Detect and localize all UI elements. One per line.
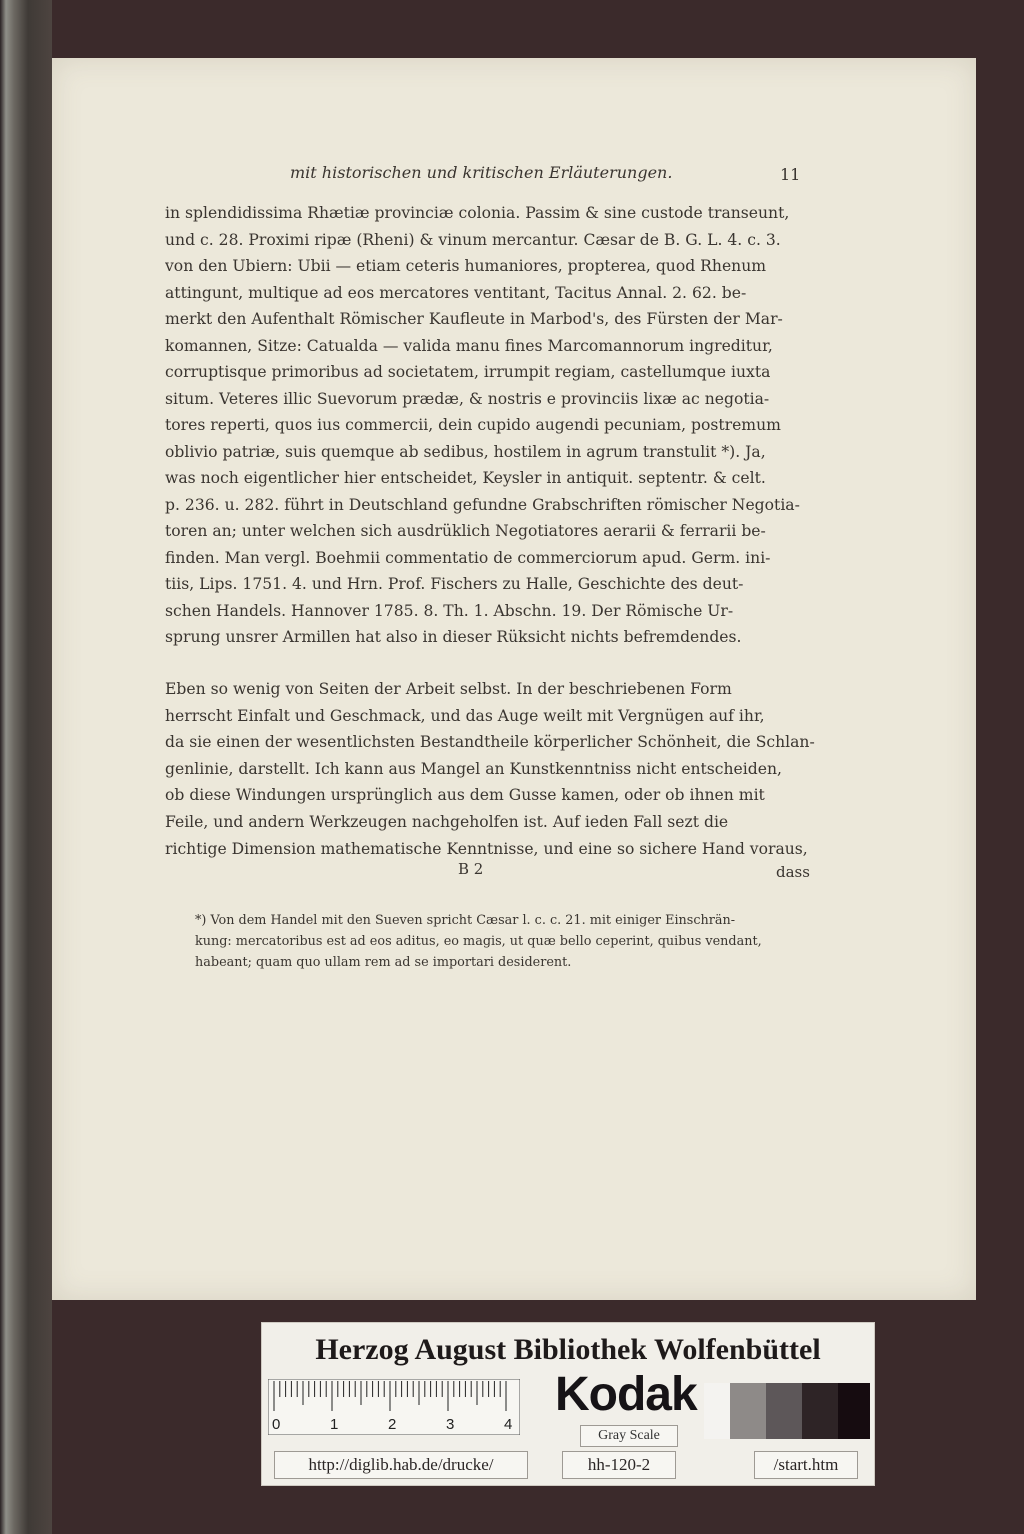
- text-line: kung: mercatoribus est ad eos aditus, eo magis, ut quæ bello ceperint, quibus vendant,: [195, 934, 762, 949]
- text-line: da sie einen der wesentlichsten Bestandtheile körperlicher Schönheit, die Schlan-: [165, 733, 815, 752]
- gray-swatch: [802, 1383, 838, 1439]
- gray-scale-swatches: [704, 1383, 870, 1439]
- ruler-scale: [268, 1379, 520, 1435]
- ruler-number: 4: [504, 1416, 513, 1433]
- text-line: richtige Dimension mathematische Kenntnisse, und eine so sichere Hand voraus,: [165, 839, 808, 858]
- ruler-number: 3: [446, 1416, 455, 1433]
- text-line: was noch eigentlicher hier entscheidet, Keysler in antiquit. septentr. & celt.: [165, 469, 766, 487]
- text-line: schen Handels. Hannover 1785. 8. Th. 1. Abschn. 19. Der Römische Ur-: [165, 601, 734, 620]
- page-number: 11: [780, 165, 801, 184]
- gray-swatch: [838, 1383, 870, 1439]
- ruler-number: 2: [388, 1416, 397, 1433]
- ruler-number: 1: [330, 1416, 339, 1433]
- text-line: finden. Man vergl. Boehmii commentatio de commerciorum apud. Germ. ini-: [165, 548, 771, 567]
- text-line: Feile, und andern Werkzeugen nachgeholfen ist. Auf ieden Fall sezt die: [165, 812, 729, 831]
- text-line: genlinie, darstellt. Ich kann aus Mangel an Kunstkenntniss nicht entscheiden,: [165, 759, 782, 778]
- text-line: ob diese Windungen ursprünglich aus dem Gusse kamen, oder ob ihnen mit: [165, 786, 765, 805]
- text-line: habeant; quam quo ullam rem ad se importari desiderent.: [195, 955, 572, 970]
- text-line: von den Ubiern: Ubii — etiam ceteris humaniores, propterea, quod Rhenum: [165, 257, 767, 275]
- text-line: sprung unsrer Armillen hat also in dieser Rüksicht nichts befremdendes.: [165, 628, 742, 646]
- library-title: Herzog August Bibliothek Wolfenbüttel: [315, 1333, 821, 1366]
- gray-swatch: [730, 1383, 766, 1439]
- signature-mark: B 2: [458, 860, 484, 878]
- text-line: herrscht Einfalt und Geschmack, und das Auge weilt mit Vergnügen auf ihr,: [165, 706, 765, 725]
- gray-scale-label: Gray Scale: [580, 1425, 678, 1447]
- paragraph-2: [165, 676, 815, 862]
- shelfmark-box: hh-120-2: [562, 1451, 676, 1479]
- gray-swatch: [704, 1383, 730, 1439]
- text-line: merkt den Aufenthalt Römischer Kaufleute in Marbod's, des Fürsten der Mar-: [165, 310, 783, 328]
- url-box[interactable]: http://diglib.hab.de/drucke/: [274, 1451, 528, 1479]
- text-line: komannen, Sitze: Catualda — valida manu fines Marcomannorum ingreditur,: [165, 336, 773, 355]
- text-line: *) Von dem Handel mit den Sueven spricht Cæsar l. c. c. 21. mit einiger Einschrän-: [195, 913, 736, 928]
- text-line: attingunt, multique ad eos mercatores ventitant, Tacitus Annal. 2. 62. be-: [165, 283, 747, 302]
- footnote: [195, 910, 835, 973]
- text-line: Eben so wenig von Seiten der Arbeit selbst. In der beschriebenen Form: [165, 680, 732, 698]
- start-page-box[interactable]: /start.htm: [754, 1451, 858, 1479]
- text-line: situm. Veteres illic Suevorum prædæ, & nostris e provinciis lixæ ac negotia-: [165, 389, 770, 408]
- text-line: toren an; unter welchen sich ausdrüklich Negotiatores aerarii & ferrarii be-: [165, 522, 766, 540]
- kodak-logo: Kodak: [555, 1368, 697, 1421]
- book-spine-edge: [0, 0, 52, 1534]
- running-header: mit historischen und kritischen Erläuterungen.: [290, 163, 673, 182]
- catchword: dass: [776, 863, 810, 881]
- text-line: tiis, Lips. 1751. 4. und Hrn. Prof. Fischers zu Halle, Geschichte des deut-: [165, 575, 744, 593]
- ruler-number: 0: [272, 1416, 281, 1433]
- paragraph-1: [165, 200, 815, 651]
- text-line: p. 236. u. 282. führt in Deutschland gefundne Grabschriften römischer Negotia-: [165, 495, 800, 514]
- gray-swatch: [766, 1383, 802, 1439]
- text-line: oblivio patriæ, suis quemque ab sedibus, hostilem in agrum transtulit *). Ja,: [165, 442, 766, 461]
- text-line: corruptisque primoribus ad societatem, irrumpit regiam, castellumque iuxta: [165, 363, 771, 381]
- text-line: in splendidissima Rhætiæ provinciæ colonia. Passim & sine custode transeunt,: [165, 204, 790, 222]
- text-line: und c. 28. Proximi ripæ (Rheni) & vinum mercantur. Cæsar de B. G. L. 4. c. 3.: [165, 230, 781, 249]
- text-line: tores reperti, quos ius commercii, dein cupido augendi pecuniam, postremum: [165, 416, 781, 434]
- library-label-card: [261, 1322, 875, 1486]
